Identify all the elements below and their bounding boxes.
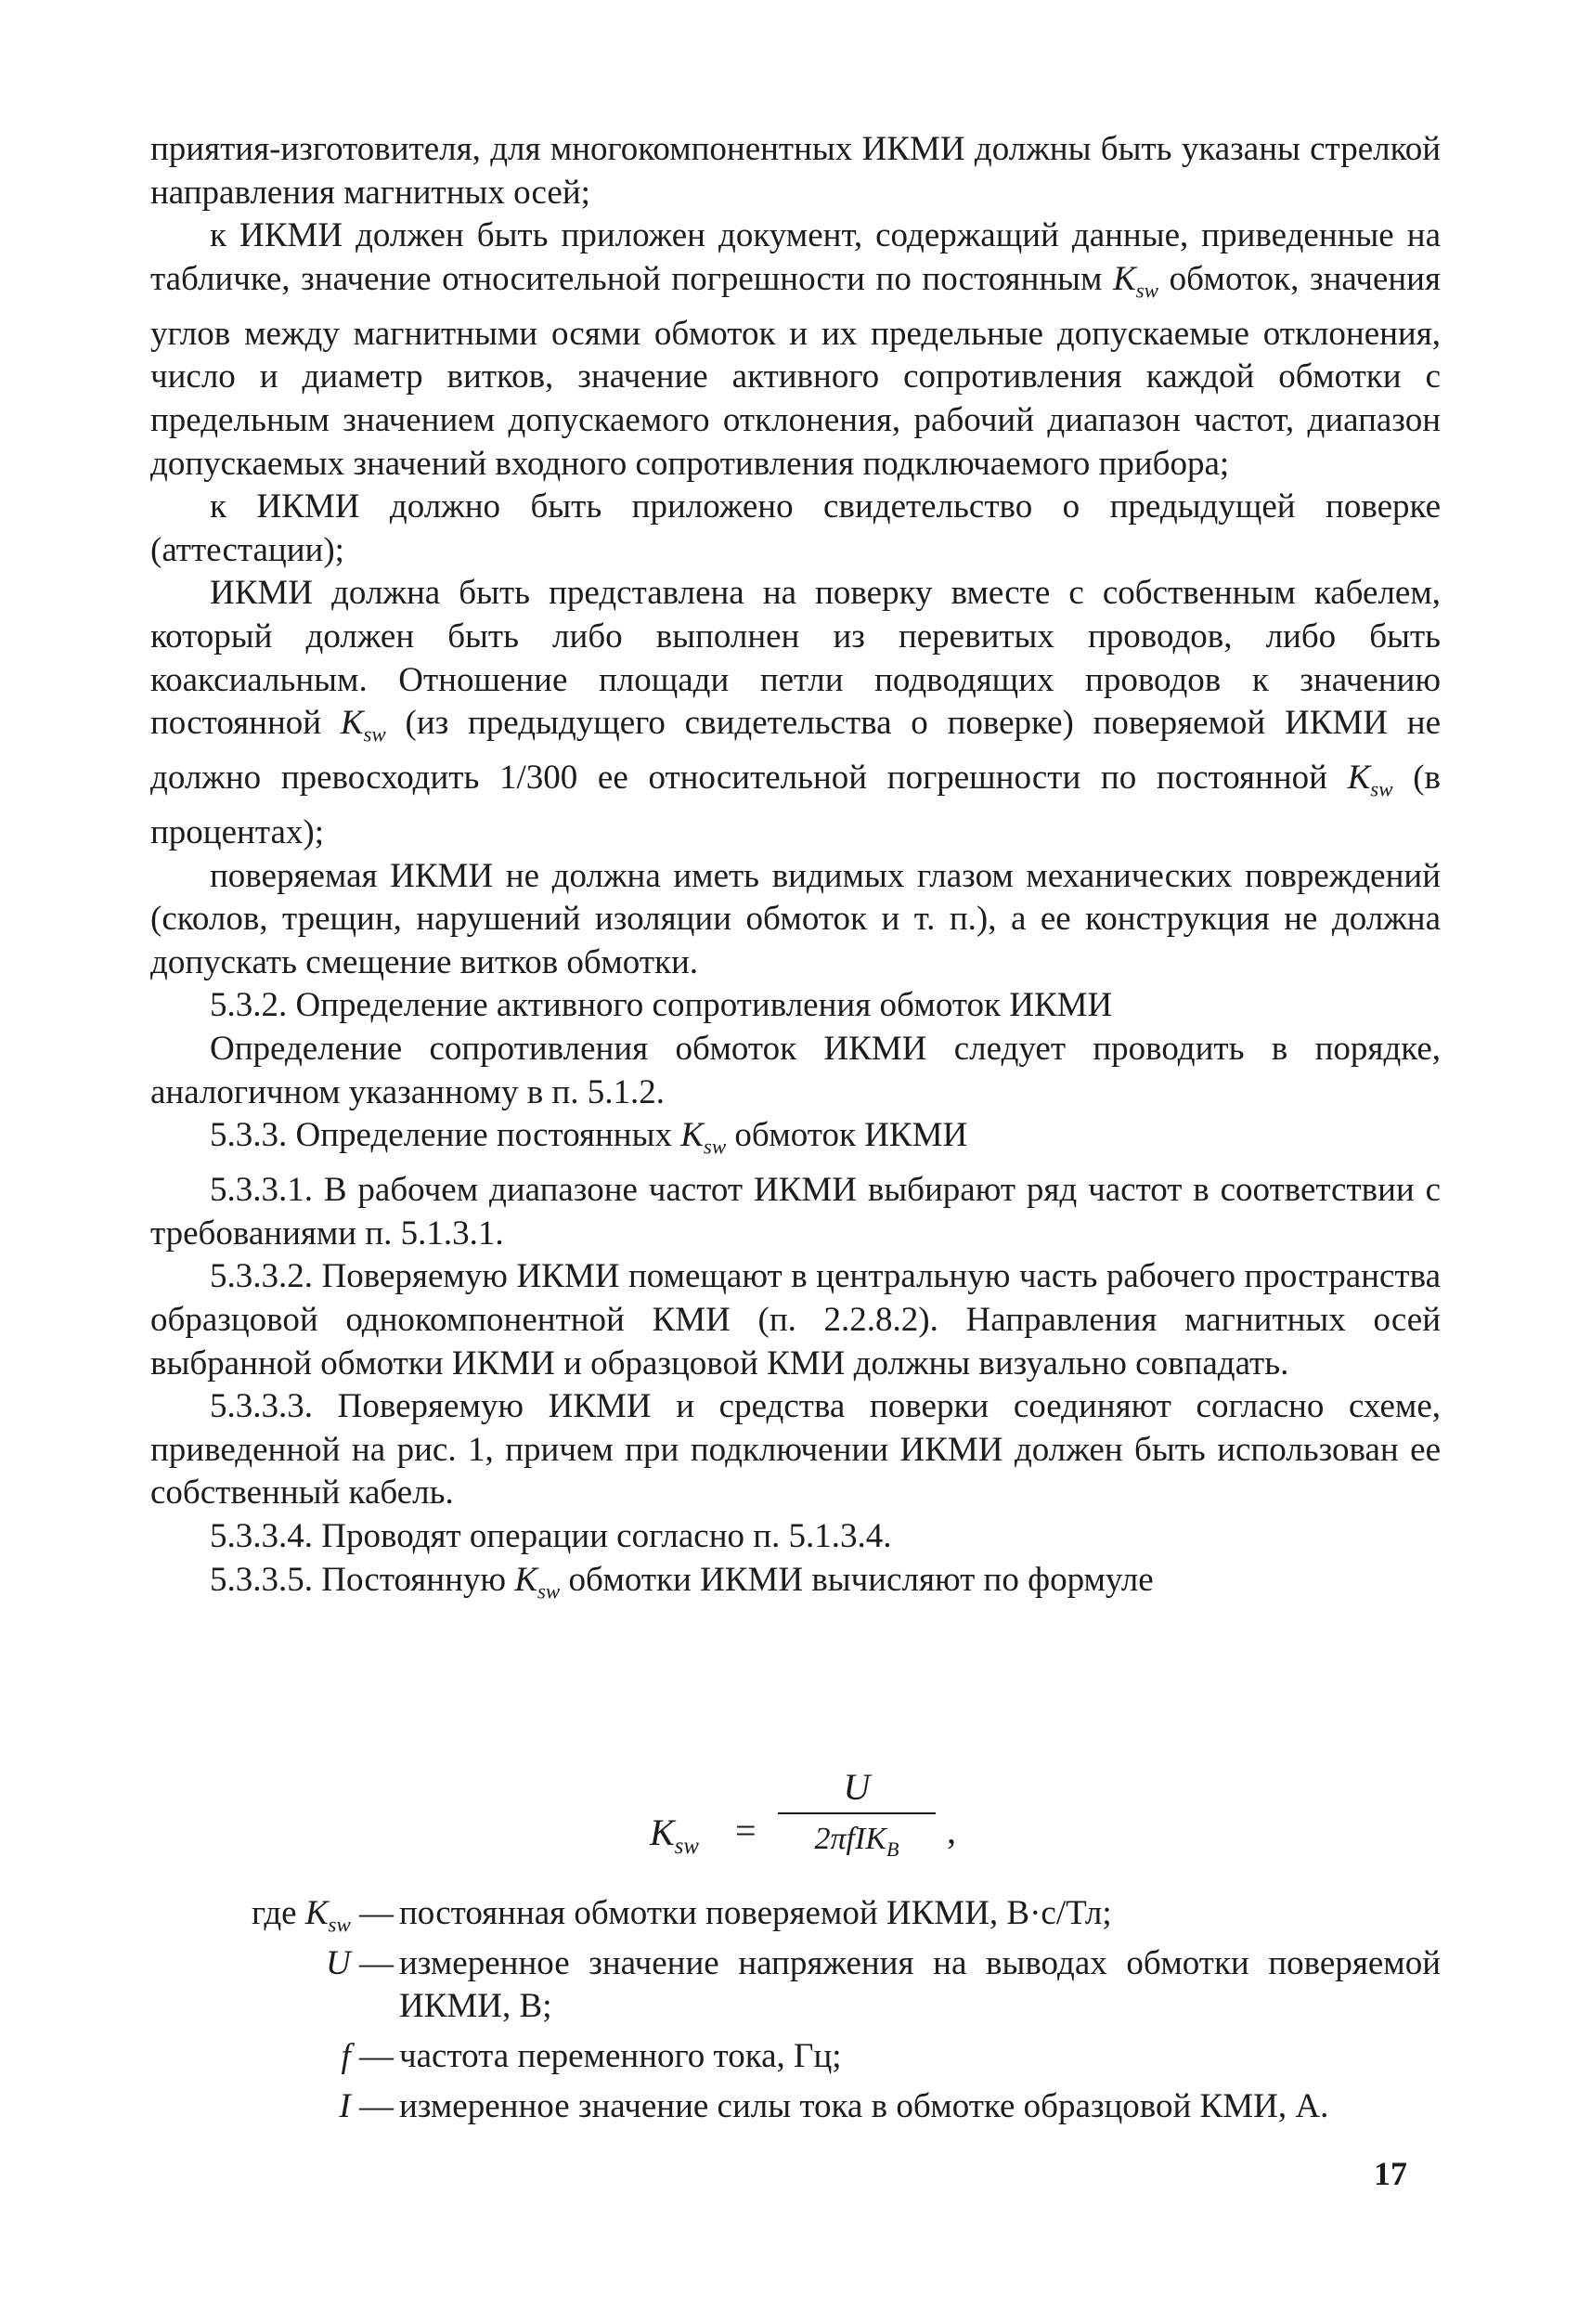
variable-legend (150, 1892, 1441, 2136)
symbol-ksw: $K_{sw}$ (1113, 259, 1158, 303)
legend-key (326, 1942, 394, 1985)
legend-key (252, 1892, 394, 1946)
legend-key (341, 2035, 394, 2078)
legend-symbol: I (339, 2087, 351, 2125)
paragraph-5-3-3-5: 5.3.3.5. Постоянную $K_{sw}$ обмотки ИКМИ вычисляют по формуле (210, 1560, 1154, 1603)
formula-ksw (150, 1764, 1441, 1903)
legend-symbol: $K_{sw}$ (304, 1894, 351, 1937)
formula-lhs-subscript: sw (674, 1834, 699, 1859)
paragraph-5-3-3-2: 5.3.3.2. Поверяемую ИКМИ помещают в центральную часть рабочего пространства образцовой однокомпонентной КМИ (п. 2.2.8.2). Направления магнитных осей выбранной обмотки ИКМИ и образцовой КМИ должны визуально совпадать. (150, 1257, 1441, 1383)
legend-dash: — (359, 1944, 394, 1982)
legend-dash: — (359, 2087, 394, 2125)
legend-row-u (150, 1942, 1441, 2028)
symbol-ksw: $K_{sw}$ (680, 1116, 727, 1159)
formula-numerator: U (843, 1766, 871, 1808)
legend-dash: — (359, 2037, 394, 2075)
paragraph-3: к ИКМИ должно быть приложено свидетельство о предыдущей поверке (аттестации); (150, 487, 1441, 569)
page-number: 17 (1374, 2155, 1407, 2192)
legend-text: измеренное значение напряжения на выводах обмотки поверяемой ИКМИ, В; (399, 1944, 1441, 2025)
legend-text: измеренное значение силы тока в обмотке образцовой КМИ, А. (399, 2087, 1329, 2125)
section-heading-5-3-3: 5.3.3. Определение постоянных $K_{sw}$ обмоток ИКМИ (210, 1116, 968, 1159)
paragraph-5-3-3-1: 5.3.3.1. В рабочем диапазоне частот ИКМИ выбирают ряд частот в соответствии с требованиями п. 5.1.3.1. (150, 1171, 1441, 1253)
legend-row-i (150, 2085, 1441, 2128)
formula-comma: , (947, 1810, 956, 1851)
formula-denominator (778, 1818, 936, 1871)
paragraph-6: Определение сопротивления обмоток ИКМИ следует проводить в порядке, аналогичном указанному в п. 5.1.2. (150, 1030, 1441, 1111)
formula-denominator-subscript: B (886, 1837, 899, 1861)
symbol-ksw: $K_{sw}$ (340, 704, 386, 747)
formula-denominator-main: 2πfIK (814, 1822, 886, 1856)
paragraph-2: к ИКМИ должен быть приложен документ, содержащий данные, приведенные на табличке, значение относительной погрешности по постоянным $K_{sw}$ обмоток, значения углов между магнитными осями обмоток и их предельные допускаемые отклонения, число и диаметр витков, значение активного сопротивления каждой обмотки с предельным значением допускаемого отклонения, рабочий диапазон частот, диапазон допускаемых значений входного сопротивления подключаемого прибора; (150, 216, 1441, 483)
legend-row-f (150, 2035, 1441, 2078)
formula-lhs-symbol: K (650, 1811, 675, 1853)
legend-symbol: U (326, 1944, 351, 1982)
formula-lhs (650, 1811, 699, 1860)
legend-symbol: f (341, 2037, 351, 2075)
legend-text: постоянная обмотки поверяемой ИКМИ, В·с/Тл; (399, 1894, 1112, 1932)
paragraph-1: приятия-изготовителя, для многокомпонентных ИКМИ должны быть указаны стрелкой направления магнитных осей; (150, 130, 1441, 212)
paragraph-5-3-3-3: 5.3.3.3. Поверяемую ИКМИ и средства поверки соединяют согласно схеме, приведенной на рис. 1, причем при подключении ИКМИ должен быть использован ее собственный кабель. (150, 1387, 1441, 1513)
paragraph-5: поверяемая ИКМИ не должна иметь видимых глазом механических повреждений (сколов, трещин, нарушений изоляции обмоток и т. п.), а ее конструкция не должна допускать смещение витков обмотки. (150, 856, 1441, 981)
legend-key (339, 2085, 394, 2128)
formula-fraction (778, 1764, 936, 1871)
document-page (150, 128, 1441, 2125)
paragraph-5-3-3-4: 5.3.3.4. Проводят операции согласно п. 5.1.3.4. (210, 1516, 892, 1555)
legend-prefix: где (251, 1894, 297, 1932)
legend-row-ksw (150, 1892, 1441, 1935)
symbol-ksw: $K_{sw}$ (1347, 759, 1393, 801)
section-heading-5-3-2: 5.3.2. Определение активного сопротивления обмоток ИКМИ (210, 986, 1113, 1025)
symbol-ksw: $K_{sw}$ (514, 1560, 561, 1603)
formula-equals: = (735, 1810, 757, 1851)
legend-dash: — (359, 1894, 394, 1932)
legend-text: частота переменного тока, Гц; (399, 2037, 842, 2075)
fraction-bar (778, 1812, 936, 1814)
paragraph-4: ИКМИ должна быть представлена на поверку вместе с собственным кабелем, который должен быть либо выполнен из перевитых проводов, либо быть коаксиальным. Отношение площади петли подводящих проводов к значению постоянной $K_{sw}$ (из предыдущего свидетельства о поверке) поверяемой ИКМИ не должно превосходить 1/300 ее относительной погрешности по постоянной $K_{sw}$ (в процентах); (150, 574, 1441, 852)
